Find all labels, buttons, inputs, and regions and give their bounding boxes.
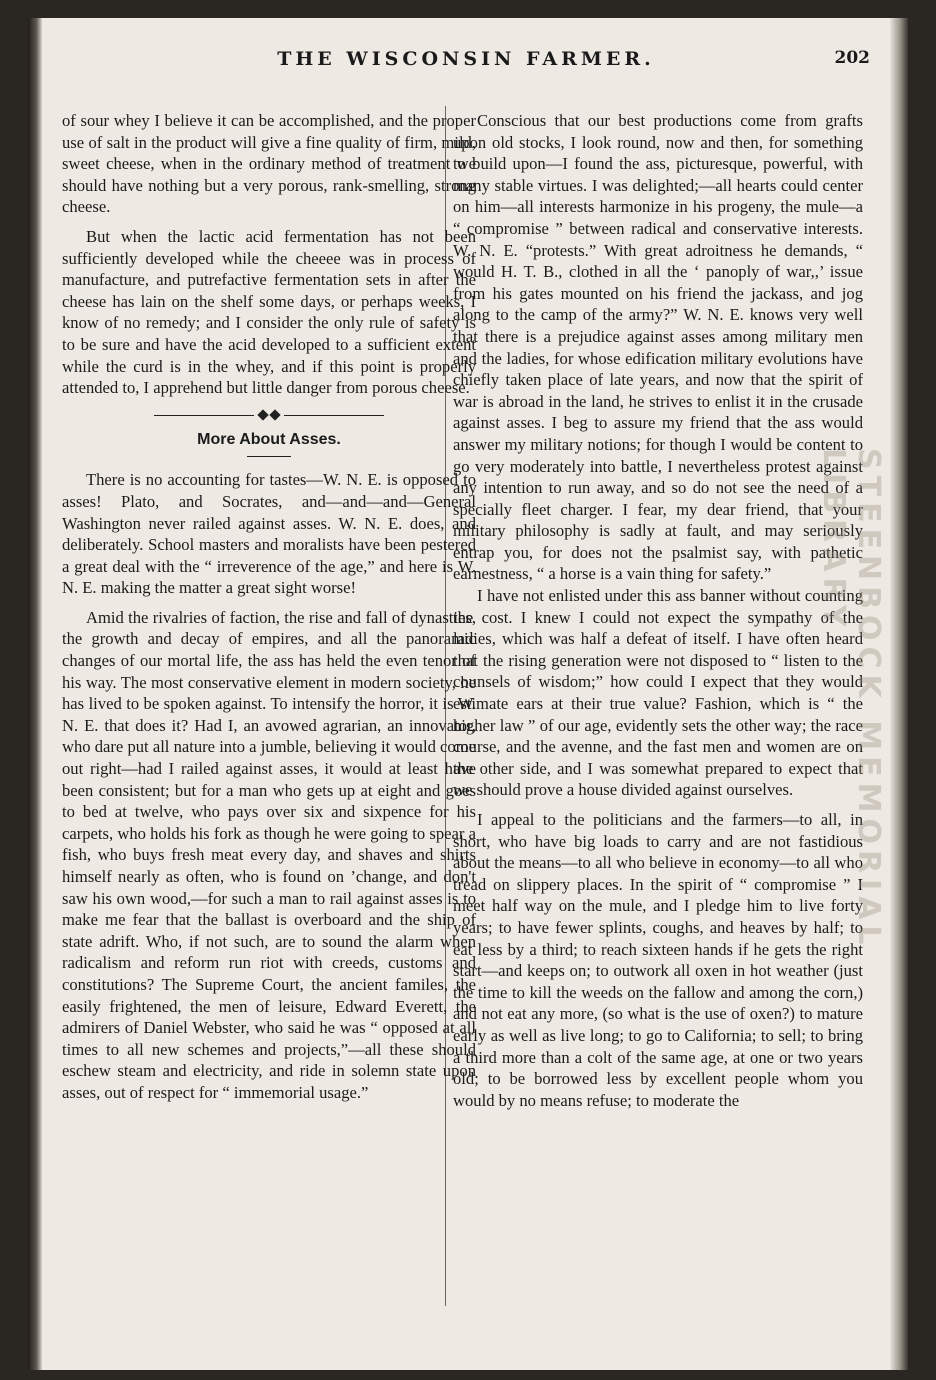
book-page	[28, 18, 908, 1370]
left-column	[62, 110, 476, 1104]
library-stamp: STEENBOCK MEMORIAL LIBRARY	[816, 448, 886, 951]
paragraph: But when the lactic acid fermentation has not been sufficiently developed while the cheeee was in process of manufacture, and putrefactive fermentation sets in after the cheese has lain on the shelf some days, or perhaps weeks, I know of no remedy; and I consider the only rule of safety is to be sure and have the acid developed to a sufficient extent while the curd is in the whey, and if this point is properly attended to, I apprehend but little danger from porous cheese.	[62, 226, 476, 398]
page-edge-shadow	[890, 18, 908, 1370]
paragraph: Conscious that our best productions come from grafts upon old stocks, I look round, now and then, for something to build upon—I found the ass, picturesque, powerful, with many stable virtues. I was delighted;—all hearts could center on him—all interests harmonize in his progeny, the mule—a “ compromise ” between radical and conservative interests. W. N. E. “protests.” With great adroitness he demands, “ would H. T. B., clothed in all the ‘ panoply of war,,’ issue from his gates mounted on his friend the jackass, and jog along to the camp of the army?” W. N. E. knows very well that there is a prejudice against asses among military men and the ladies, for whose edification military evolutions have chiefly taken place of late years, and now that the spirit of war is abroad in the land, he strives to enlist it in the crusade against asses. I beg to assure my friend that the ass would answer my military notions; for though I would be content to go very moderately into battle, I nevertheless protest against any intention to run away, and so do not see the need of a specially fleet charger. I fear, my dear friend, that your military philosophy is sadly at fault, and may seriously entrap you, for does not the psalmist say, with pathetic earnestness, “ a horse is a vain thing for safety.”	[453, 111, 863, 584]
page-number: 202	[834, 48, 870, 68]
article-heading: More About Asses.	[197, 430, 341, 448]
page-binding-shadow	[28, 18, 42, 1370]
paragraph: Amid the rivalries of faction, the rise and fall of dynasties, the growth and decay of empires, and all the panoramic changes of our mortal life, the ass has held the even tenor of his way. The most conservative element in modern society, he has lived to be spoken against. To intensify the horror, it is W. N. E. that does it? Had I, an avowed agrarian, an innovator, who dare put all nature into a jumble, believing it would come out right—had I railed against asses, it would at least have been consistent; but for a man who gets up at eight and goes to bed at twelve, who pays over six and sixpence for his carpets, who holds his fork as though he were going to spear a fish, who buys fresh meat every day, and shaves and shirts himself nearly as often, who is found on ’change, and don't saw his own wood,—for such a man to rail against asses is to make me fear that the ballast is overboard and the ship of state adrift. Who, if not such, are to sound the alarm when radicalism and reform run riot with creeds, customs and constitutions? The Supreme Court, the ancient familes, the easily frightened, the men of leisure, Edward Everett, the admirers of Daniel Webster, who said he was “ opposed at all times to all new schemes and projects,”—all these should eschew steam and electricity, and ride in solemn state upon asses, out of respect for “ immemorial usage.”	[62, 607, 476, 1102]
paragraph: I have not enlisted under this ass banner without counting the cost. I knew I could not expect the sympathy of the ladies, which was half a defeat of itself. I have often heard that the rising generation were not disposed to “ listen to the counsels of wisdom;” how could I expect that they would estimate ears at their true value? Fashion, which is “ the higher law ” of our age, evidently sets the other way; the race course, and the avenne, and the fast men and women are on the other side, and I was somewhat prepared to expect that we should prove a house divided against ourselves.	[453, 586, 863, 800]
section-ornament-rule	[154, 411, 384, 421]
paragraph: There is no accounting for tastes—W. N. E. is opposed to asses! Plato, and Socrates, and—and—and—General Washington never railed against asses. W. N. E. does, and deliberately. School masters and moralists have been pestered a great deal with the “ irreverence of the age,” and here is W. N. E. making the matter a great sight worse!	[62, 470, 476, 598]
running-header	[56, 48, 876, 82]
paragraph: I appeal to the politicians and the farmers—to all, in short, who have big loads to carry and are not fastidious about the means—to all who believe in economy—to all who tread on slippery places. In the spirit of “ compromise ” I meet half way on the mule, and I pledge him to live forty years; to have fewer splints, coughs, and heaves by half; to eat less by a third; to reach sixteen hands if he gets the right start—and keeps on; to outwork all oxen in hot weather (just the time to kill the weeds on the fallow and among the corn,) and not eat any more, (so what is the use of oxen?) to mature early as well as live long; to go to California; to sell; to bring a third more than a colt of the same age, at one or two years old; to be borrowed less by excellent people whom you would by no means refuse; to moderate the	[453, 810, 863, 1110]
publication-title: THE WISCONSIN FARMER.	[277, 48, 655, 70]
paragraph: of sour whey I believe it can be accomplished, and the proper use of salt in the product will give a fine quality of firm, mild, sweet cheese, when in the ordinary method of treatment we should have nothing but a very porous, rank-smelling, strong cheese.	[62, 111, 476, 217]
right-column	[453, 110, 863, 1111]
heading-rule	[247, 456, 291, 457]
